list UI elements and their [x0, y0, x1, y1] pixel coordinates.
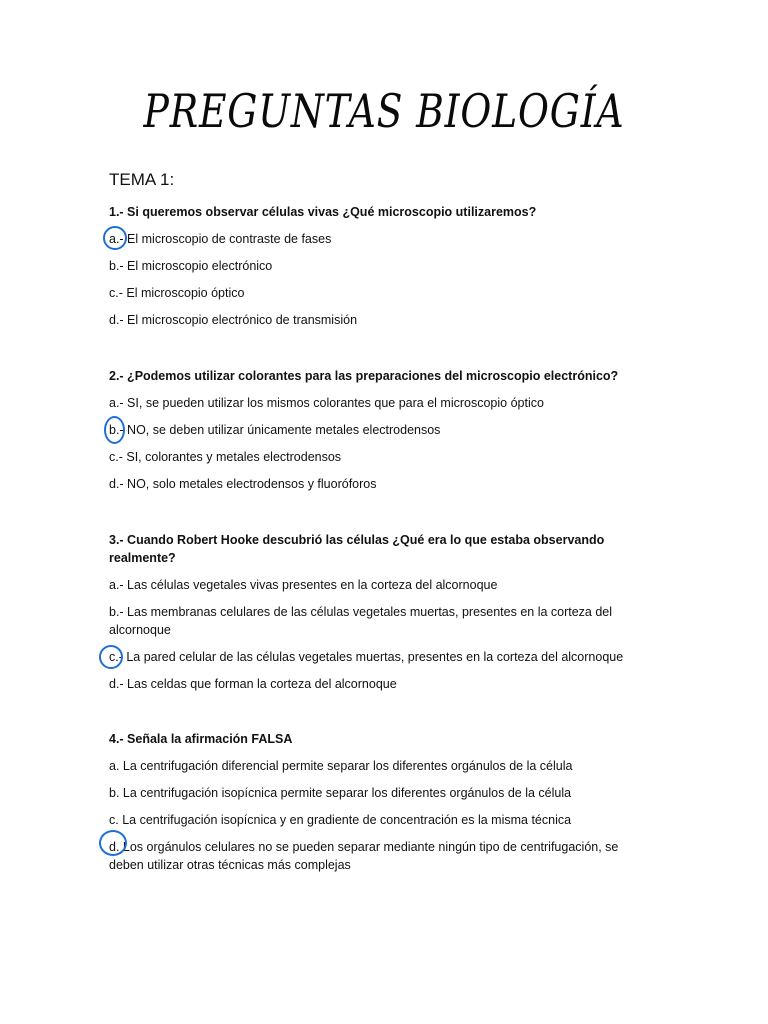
option-c — [109, 648, 649, 666]
section-heading: TEMA 1: — [109, 170, 175, 189]
option-a — [109, 230, 649, 248]
option-d: d.- El microscopio electrónico de transmisión — [109, 313, 358, 327]
option-a: a.- Las células vegetales vivas presentes en la corteza del alcornoque — [109, 578, 498, 592]
question-text: 3.- Cuando Robert Hooke descubrió las células ¿Qué era lo que estaba observando realmente? — [109, 533, 605, 565]
question-text: 1.- Si queremos observar células vivas ¿Qué microscopio utilizaremos? — [109, 205, 537, 219]
option-text: c.- La pared celular de las células vegetales muertas, presentes en la corteza del alcornoque — [109, 650, 624, 664]
page-title: PREGUNTAS BIOLOGÍA — [143, 84, 625, 138]
option-text: d. Los orgánulos celulares no se pueden separar mediante ningún tipo de centrifugación, se deben utilizar otras técnicas más complejas — [109, 840, 619, 872]
option-d: d.- NO, solo metales electrodensos y fluoróforos — [109, 477, 377, 491]
option-c: c.- SI, colorantes y metales electrodensos — [109, 450, 342, 464]
option-d — [109, 838, 649, 874]
question-block-2 — [109, 367, 649, 493]
question-block-4 — [109, 730, 649, 874]
option-b: b.- Las membranas celulares de las células vegetales muertas, presentes en la corteza del alcornoque — [109, 605, 613, 637]
question-text: 4.- Señala la afirmación FALSA — [109, 732, 293, 746]
option-b — [109, 421, 649, 439]
option-d: d.- Las celdas que forman la corteza del alcornoque — [109, 677, 397, 691]
option-b: b. La centrifugación isopícnica permite separar los diferentes orgánulos de la célula — [109, 786, 572, 800]
option-c: c.- El microscopio óptico — [109, 286, 245, 300]
option-b: b.- El microscopio electrónico — [109, 259, 273, 273]
question-block-1 — [109, 203, 649, 329]
option-text: a.- El microscopio de contraste de fases — [109, 232, 332, 246]
question-text: 2.- ¿Podemos utilizar colorantes para las preparaciones del microscopio electrónico? — [109, 369, 619, 383]
option-a: a. La centrifugación diferencial permite separar los diferentes orgánulos de la célula — [109, 759, 573, 773]
option-text: b.- NO, se deben utilizar únicamente metales electrodensos — [109, 423, 441, 437]
option-c: c. La centrifugación isopícnica y en gradiente de concentración es la misma técnica — [109, 813, 572, 827]
question-block-3 — [109, 531, 649, 693]
option-a: a.- SI, se pueden utilizar los mismos colorantes que para el microscopio óptico — [109, 396, 544, 410]
